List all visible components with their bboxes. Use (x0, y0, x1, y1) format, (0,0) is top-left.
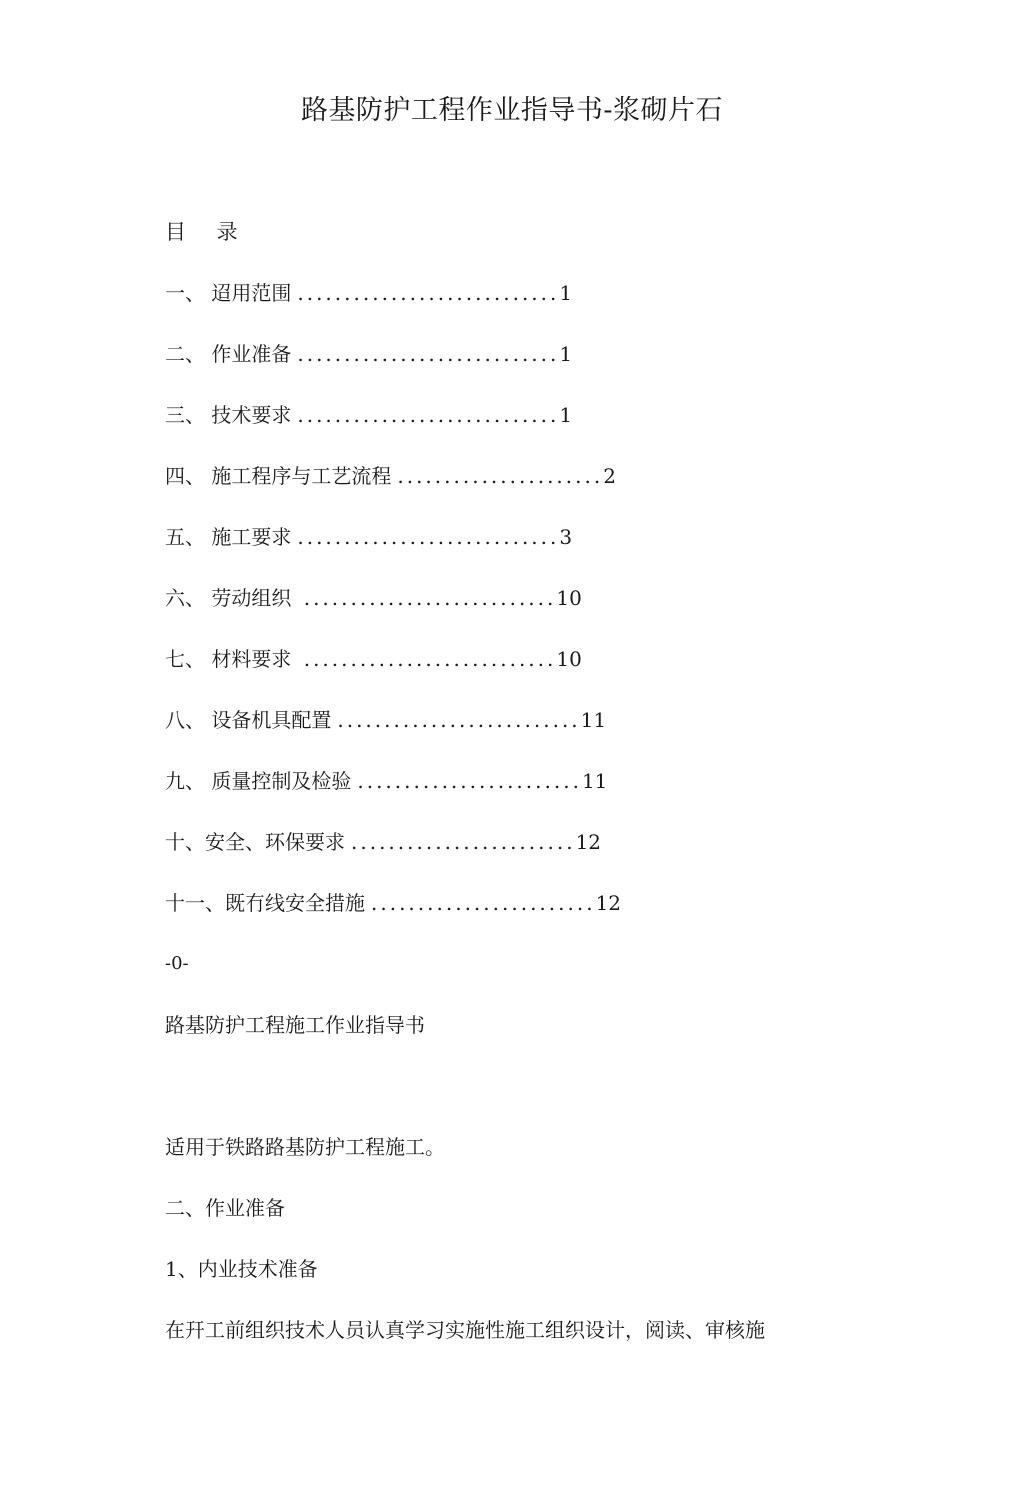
subsection-heading: 1、内业技术准备 (165, 1257, 318, 1281)
toc-item[interactable] (165, 456, 885, 517)
body-paragraph: 在幵工前组织技术人员认真学习实施性施工组织设计，阅读、审核施 (165, 1318, 765, 1342)
toc-item[interactable] (165, 639, 885, 700)
document-body (165, 212, 885, 1371)
toc-leader-dots: ........................ (351, 830, 576, 854)
toc-item[interactable] (165, 883, 885, 944)
toc-item-label: 八、 设备机具配置 (165, 708, 332, 732)
toc-leader-dots: ........................... (303, 586, 557, 610)
toc-heading: 目 录 (165, 220, 250, 244)
toc-item-page: 1 (559, 281, 573, 305)
toc-item-page: 1 (559, 342, 573, 366)
toc-item-label: 七、 材料要求 (165, 647, 298, 671)
toc-item-label: 三、 技术要求 (165, 403, 292, 427)
toc-item-label: 五、 施工要求 (165, 525, 292, 549)
toc-item[interactable] (165, 700, 885, 761)
toc-item[interactable] (165, 761, 885, 822)
toc-item-label: 六、 劳动组织 (165, 586, 298, 610)
toc-leader-dots: ............................ (297, 281, 560, 305)
toc-item-label: 十一、既冇线安全措施 (165, 891, 365, 915)
page-title: 路基防护工程作业指导书-浆砌片石 (300, 95, 724, 126)
toc-leader-dots: ........................... (303, 647, 557, 671)
toc-leader-dots: ...................... (397, 464, 604, 488)
toc-leader-dots: ............................ (297, 342, 560, 366)
toc-leader-dots: ............................ (297, 525, 560, 549)
toc-item[interactable] (165, 395, 885, 456)
toc-item-page: 2 (603, 464, 616, 488)
toc-item-page: 10 (556, 647, 582, 671)
toc-leader-dots: .......................... (337, 708, 581, 732)
toc-item-label: 一、 迢用范围 (165, 281, 292, 305)
toc-item-page: 12 (575, 830, 602, 854)
toc-leader-dots: ........................ (371, 891, 596, 915)
toc-item[interactable] (165, 273, 885, 334)
scope-paragraph: 适用于铁路路基防护工程施工。 (165, 1135, 445, 1159)
toc-item-label: 十、安全、环保要求 (165, 830, 345, 854)
toc-leader-dots: ............................ (297, 403, 560, 427)
toc-item[interactable] (165, 578, 885, 639)
toc-item-page: 3 (559, 525, 573, 549)
toc-item-page: 11 (580, 708, 607, 732)
toc-item[interactable] (165, 334, 885, 395)
toc-item-label: 二、 作业准备 (165, 342, 292, 366)
toc-item-page: 11 (581, 769, 608, 793)
toc-item-page: 1 (559, 403, 573, 427)
toc-item[interactable] (165, 822, 885, 883)
section-heading: 二、作业准备 (165, 1196, 285, 1220)
page-number-marker: -0- (165, 953, 189, 974)
toc-item[interactable] (165, 517, 885, 578)
document-subtitle: 路基防护工程施工作业指导书 (165, 1013, 425, 1037)
toc-item-label: 九、 质量控制及检验 (165, 769, 352, 793)
toc-leader-dots: ........................ (357, 769, 582, 793)
table-of-contents (165, 273, 885, 944)
toc-item-page: 12 (595, 891, 622, 915)
toc-item-page: 10 (556, 586, 582, 610)
toc-item-label: 四、 施工程序与工艺流程 (165, 464, 392, 488)
